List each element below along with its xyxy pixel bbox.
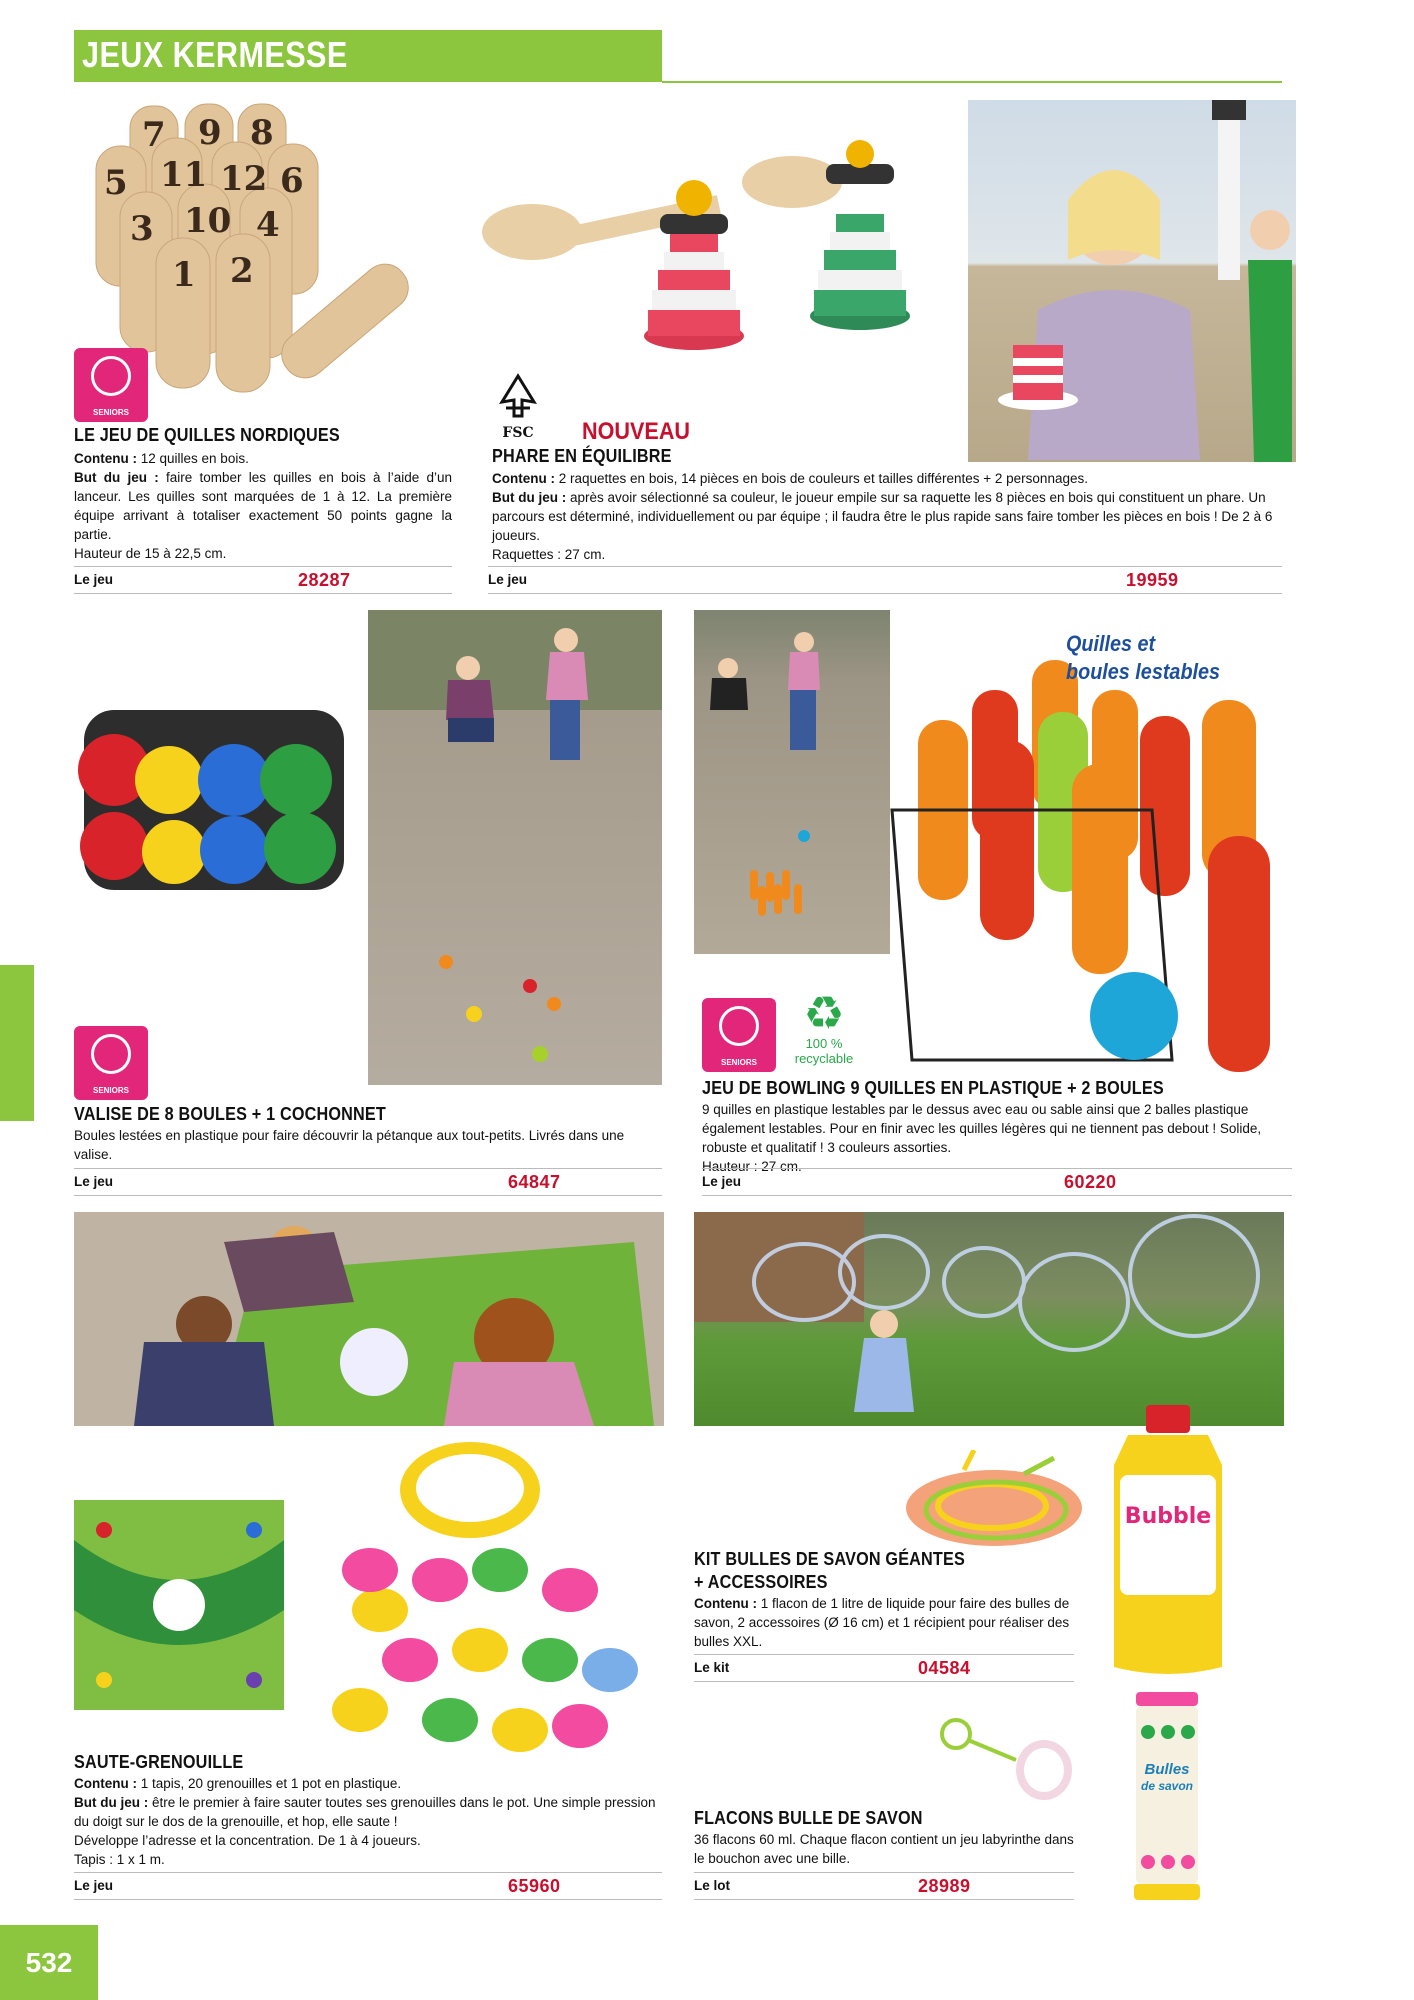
- price-row: [702, 1168, 1292, 1196]
- svg-text:9: 9: [198, 113, 222, 153]
- price-unit: Le jeu: [74, 1878, 114, 1893]
- product-description: Contenu : 2 raquettes en bois, 14 pièces en bois de couleurs et tailles différentes + 2 personnages. But du jeu : après avoir sélectionné sa couleur, le joueur empile sur sa raquette les 8 pièces en bois qui constituent un phare. Un parcours est déterminé, individuellement ou par équipe ; il faudra être le plus rapide sans faire tomber les pièces en bois ! De 2 à 6 joueurs. Raquettes : 27 cm.: [492, 471, 1273, 562]
- product-title: SAUTE-GRENOUILLE: [74, 1752, 244, 1772]
- seniors-face-icon: [91, 1034, 131, 1074]
- svg-text:3: 3: [130, 209, 154, 249]
- price-unit: Le kit: [694, 1660, 730, 1675]
- svg-text:12: 12: [220, 159, 268, 199]
- product-description: 36 flacons 60 ml. Chaque flacon contient un jeu labyrinthe dans le bouchon avec une bille.: [694, 1832, 1074, 1866]
- svg-text:1: 1: [172, 255, 196, 295]
- svg-text:8: 8: [250, 113, 274, 153]
- recycle-icon: ♻: [803, 987, 845, 1039]
- fsc-tree-icon: [492, 372, 544, 420]
- product-image-bubble-wand: [936, 1714, 1076, 1804]
- section-side-tab: [0, 965, 34, 1121]
- seniors-badge: SENIORS: [74, 348, 148, 422]
- seniors-face-icon: [719, 1006, 759, 1046]
- product-reference: 28287: [298, 570, 351, 590]
- product-image-bubble-accessories: [904, 1450, 1084, 1550]
- seniors-badge: SENIORS: [702, 998, 776, 1072]
- product-reference: 65960: [508, 1876, 561, 1896]
- seniors-face-icon: [91, 356, 131, 396]
- callout-text: Quilles et boules lestables: [1066, 631, 1221, 684]
- price-unit: Le jeu: [488, 572, 528, 587]
- product-title: LE JEU DE QUILLES NORDIQUES: [74, 425, 340, 445]
- product-image-valise-boules: [74, 700, 354, 900]
- product-reference: 04584: [918, 1658, 971, 1678]
- product-title: FLACONS BULLE DE SAVON: [694, 1808, 923, 1828]
- product-image-bubble-tube: [1132, 1692, 1202, 1900]
- svg-text:10: 10: [184, 201, 232, 241]
- product-description: Contenu : 12 quilles en bois. But du jeu : faire tomber les quilles en bois à l’aide d’un lanceur. Les quilles sont marquées de 1 à 12. La première équipe arrivant à totaliser exactement 50 points gagne la partie. Hauteur de 15 à 22,5 cm.: [74, 451, 452, 561]
- page-title: JEUX KERMESSE: [82, 34, 348, 75]
- recyclable-logo: ♻ 100 % recyclable: [782, 990, 866, 1070]
- new-label: NOUVEAU: [582, 418, 691, 445]
- product-photo-phare-girl: [968, 100, 1296, 462]
- product-reference: 19959: [1126, 570, 1179, 590]
- product-photo-petanque-kids: [368, 610, 662, 1085]
- product-reference: 64847: [508, 1172, 561, 1192]
- price-unit: Le jeu: [74, 572, 114, 587]
- price-row: [74, 1872, 662, 1900]
- svg-text:11: 11: [160, 155, 208, 195]
- product-image-grenouille-mat: [74, 1500, 284, 1710]
- product-description: Boules lestées en plastique pour faire découvrir la pétanque aux tout-petits. Livrés dans une valise.: [74, 1128, 625, 1162]
- header-rule: [662, 81, 1282, 83]
- fsc-logo: FSC: [492, 372, 544, 434]
- seniors-badge: SENIORS: [74, 1026, 148, 1100]
- svg-text:4: 4: [256, 205, 280, 245]
- svg-text:Bubble: Bubble: [1124, 1504, 1212, 1529]
- price-row: [694, 1654, 1074, 1682]
- product-reference: 60220: [1064, 1172, 1117, 1192]
- product-photo-giant-bubbles: [694, 1212, 1284, 1426]
- price-unit: Le lot: [694, 1878, 730, 1893]
- svg-text:5: 5: [104, 163, 128, 203]
- product-description: Contenu : 1 tapis, 20 grenouilles et 1 pot en plastique. But du jeu : être le premier à faire sauter toutes ses grenouilles dans le pot. Une simple pression du doigt sur le dos de la grenouille, et hop, elle saute ! Développe l’adresse et la concentration. De 1 à 4 joueurs. Tapis : 1 x 1 m.: [74, 1776, 656, 1867]
- product-image-bowling-set: [852, 660, 1282, 1080]
- svg-text:6: 6: [280, 161, 304, 201]
- tube-label: Bulles de savon: [1140, 1761, 1194, 1793]
- svg-text:7: 7: [142, 115, 166, 155]
- price-unit: Le jeu: [74, 1174, 114, 1189]
- price-row: [74, 566, 452, 594]
- price-row: [694, 1872, 1074, 1900]
- product-description: 9 quilles en plastique lestables par le dessus avec eau ou sable ainsi que 2 balles plastique également lestables. Pour en finir avec les quilles légères qui ne tiennent pas debout ! Solide, robuste et qualitatif ! 3 couleurs assorties. Hauteur : 27 cm.: [702, 1102, 1262, 1174]
- price-row: [488, 566, 1282, 594]
- product-title: JEU DE BOWLING 9 QUILLES EN PLASTIQUE + 2 BOULES: [702, 1078, 1164, 1098]
- price-row: [74, 1168, 662, 1196]
- page-number: 532: [0, 1925, 98, 2000]
- svg-text:2: 2: [230, 251, 254, 291]
- price-unit: Le jeu: [702, 1174, 742, 1189]
- product-title: VALISE DE 8 BOULES + 1 COCHONNET: [74, 1104, 386, 1124]
- product-photo-saute-grenouille-kids: [74, 1212, 664, 1426]
- product-description: Contenu : 1 flacon de 1 litre de liquide pour faire des bulles de savon, 2 accessoires (Ø 16 cm) et 1 récipient pour réaliser des bulles XXL.: [694, 1596, 1070, 1649]
- product-reference: 28989: [918, 1876, 971, 1896]
- product-image-phare: [462, 140, 962, 380]
- product-image-bubble-bottle: [1110, 1405, 1226, 1680]
- product-image-frogs: [320, 1430, 650, 1760]
- product-title: KIT BULLES DE SAVON GÉANTES + ACCESSOIRES: [694, 1549, 965, 1592]
- product-title: PHARE EN ÉQUILIBRE: [492, 446, 672, 466]
